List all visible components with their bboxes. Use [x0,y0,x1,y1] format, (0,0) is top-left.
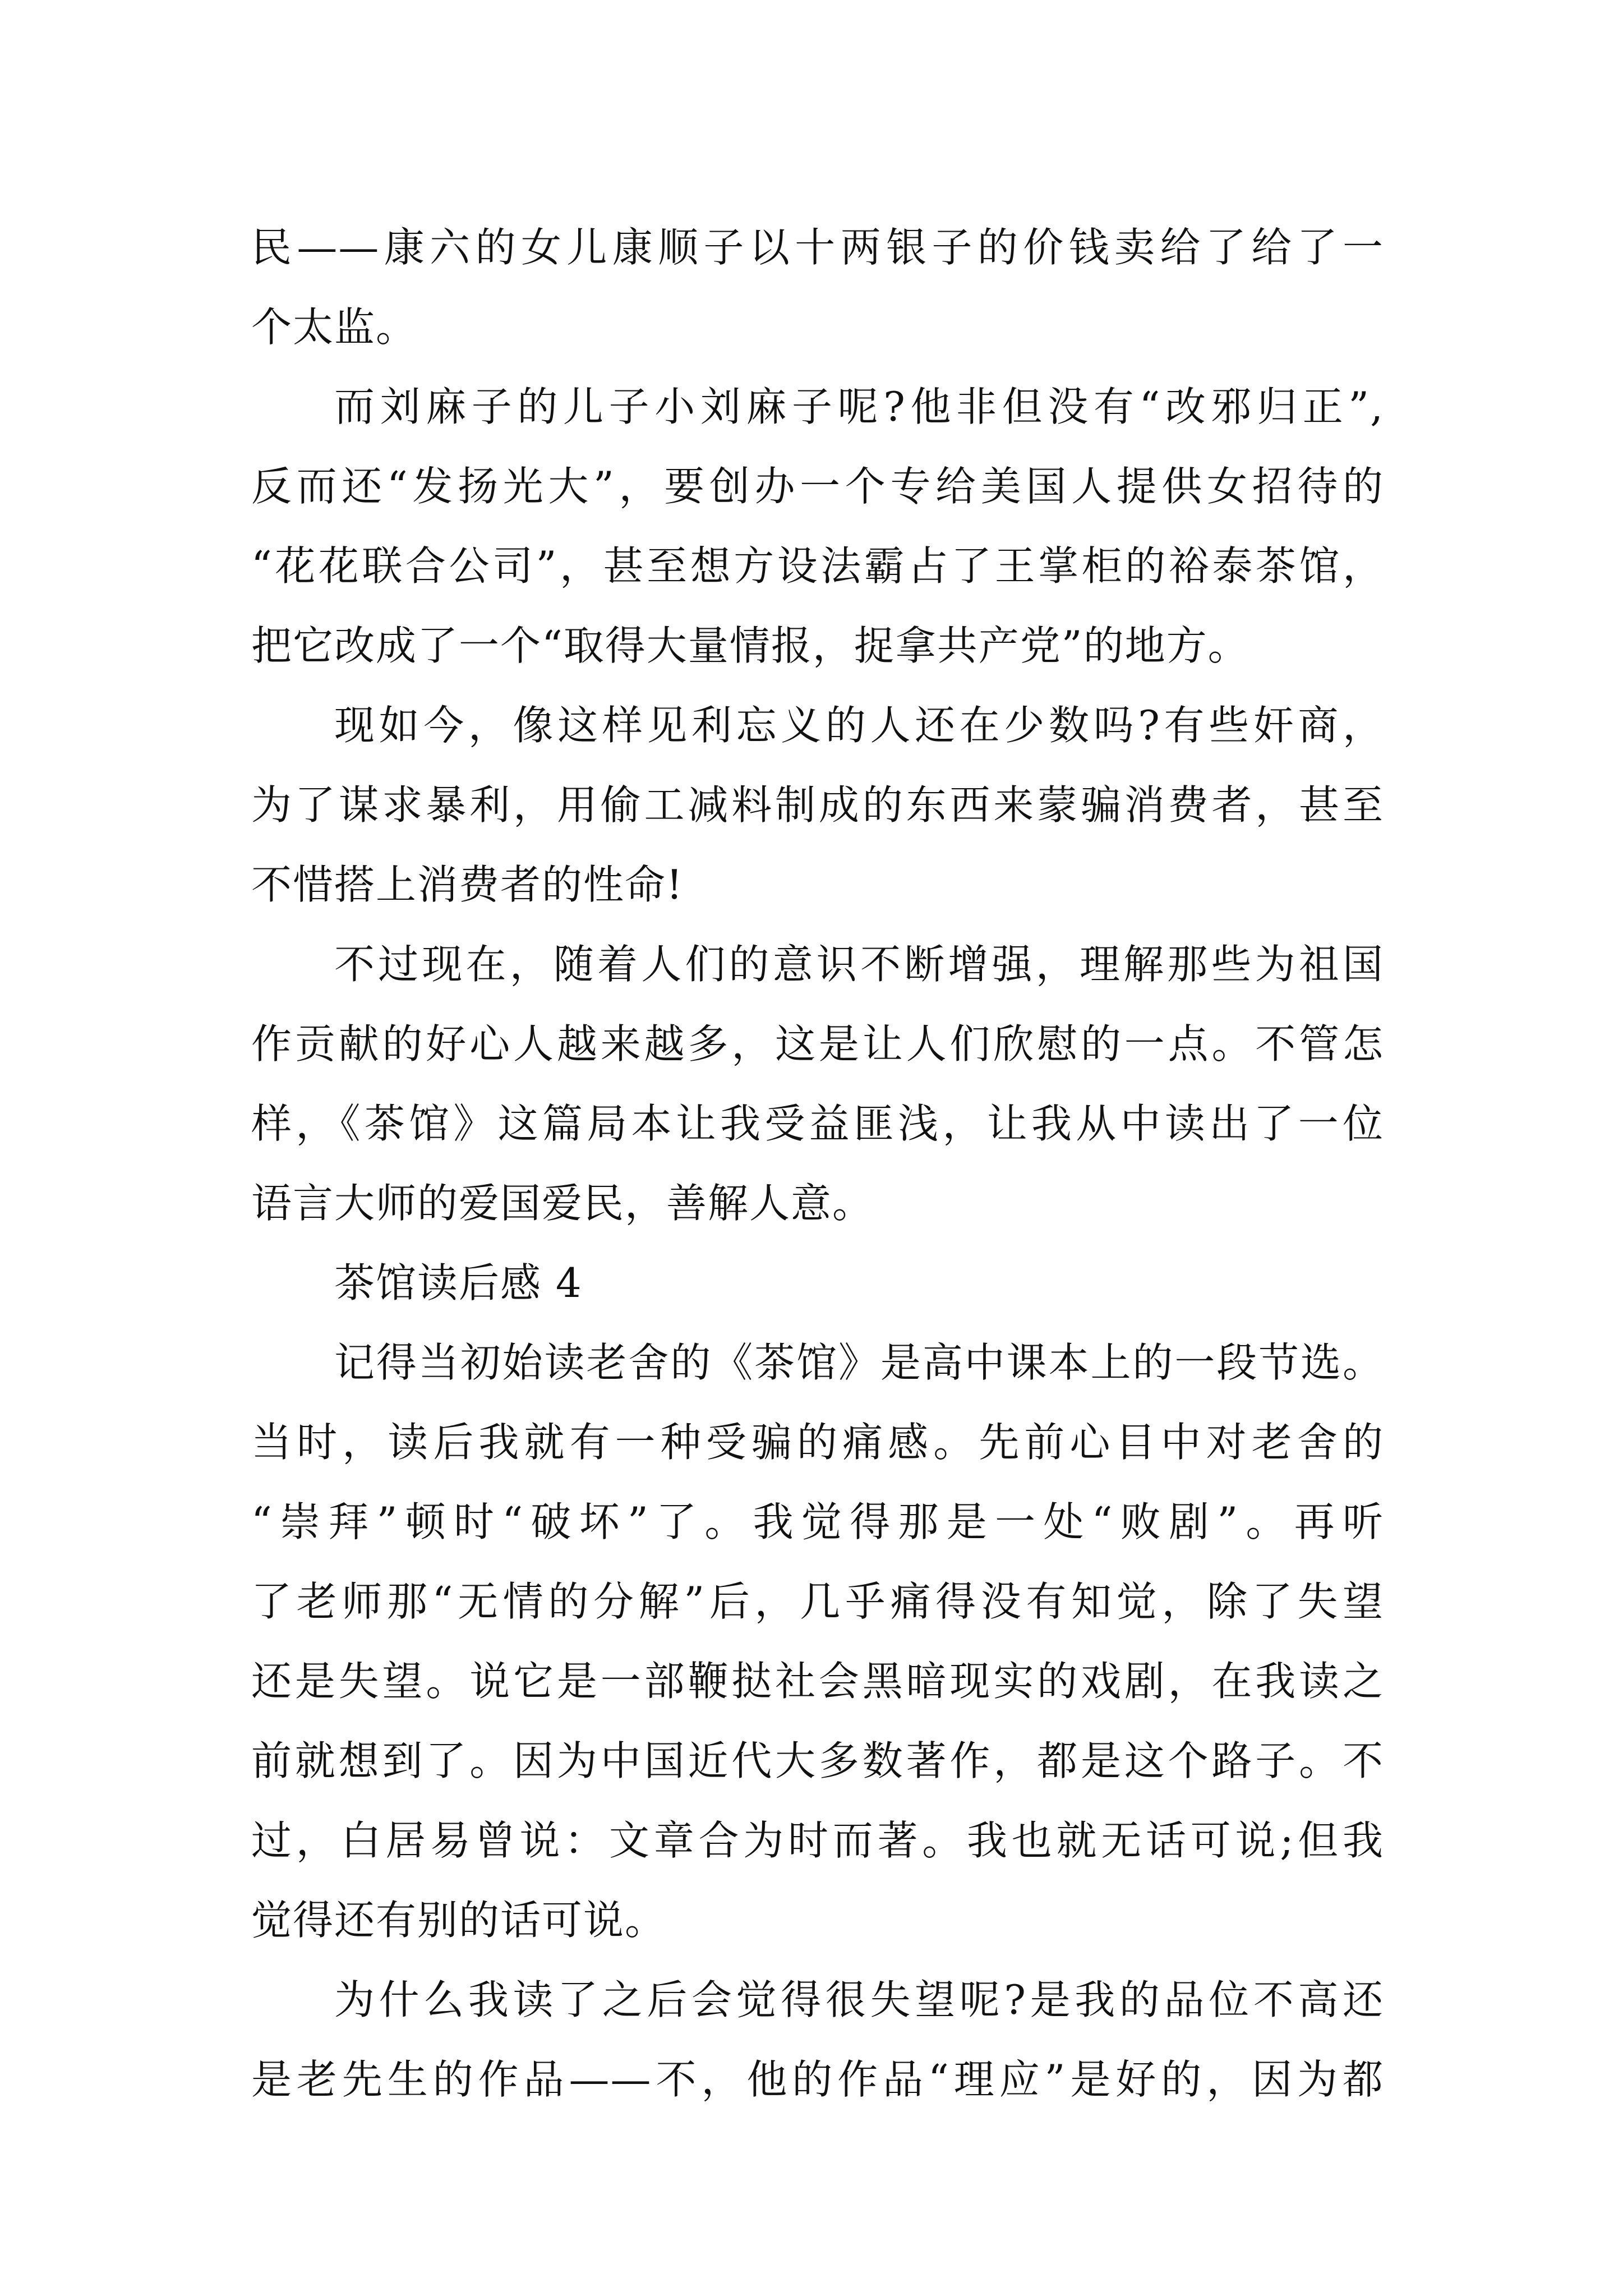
text-line: 觉得还有别的话可说。 [251,1897,667,1944]
text-line: 作贡献的好心人越来越多，这是让人们欣慰的一点。不管怎 [251,1020,1384,1068]
text-line: “花花联合公司”，甚至想方设法霸占了王掌柜的裕泰茶馆， [251,542,1384,590]
text-line: 为了谋求暴利，用偷工减料制成的东西来蒙骗消费者，甚至 [251,781,1384,829]
text-line: 前就想到了。因为中国近代大多数著作，都是这个路子。不 [251,1737,1384,1784]
text-line: 民——康六的女儿康顺子以十两银子的价钱卖给了给了一 [251,224,1384,271]
text-line: “崇拜”顿时“破坏”了。我觉得那是一处“败剧”。再听 [251,1498,1384,1545]
text-line: 当时，读后我就有一种受骗的痛感。先前心目中对老舍的 [251,1419,1384,1466]
text-line: 不惜搭上消费者的性命! [251,861,684,908]
paragraph-first-line: 为什么我读了之后会觉得很失望呢?是我的品位不高还 [334,1976,1384,2023]
text-line: 个太监。 [251,303,418,351]
text-line: 把它改成了一个“取得大量情报，捉拿共产党”的地方。 [251,622,1249,669]
section-heading: 茶馆读后感 4 [334,1259,583,1306]
text-line: 过，白居易曾说：文章合为时而著。我也就无话可说;但我 [251,1817,1384,1864]
text-line: 样，《茶馆》这篇局本让我受益匪浅，让我从中读出了一位 [251,1100,1384,1147]
text-line: 了老师那“无情的分解”后，几乎痛得没有知觉，除了失望 [251,1578,1384,1625]
document-body [251,208,1384,2119]
text-line: 还是失望。说它是一部鞭挞社会黑暗现实的戏剧，在我读之 [251,1658,1384,1705]
text-line: 语言大师的爱国爱民，善解人意。 [251,1180,874,1227]
text-line: 是老先生的作品——不，他的作品“理应”是好的，因为都 [251,2056,1384,2103]
paragraph-first-line: 而刘麻子的儿子小刘麻子呢?他非但没有“改邪归正”, [334,383,1384,430]
paragraph-first-line: 现如今，像这样见利忘义的人还在少数吗?有些奸商， [334,702,1384,749]
text-line: 反而还“发扬光大”，要创办一个专给美国人提供女招待的 [251,463,1384,510]
paragraph-first-line: 不过现在，随着人们的意识不断增强，理解那些为祖国 [334,941,1384,988]
paragraph-first-line: 记得当初始读老舍的《茶馆》是高中课本上的一段节选。 [334,1339,1384,1386]
